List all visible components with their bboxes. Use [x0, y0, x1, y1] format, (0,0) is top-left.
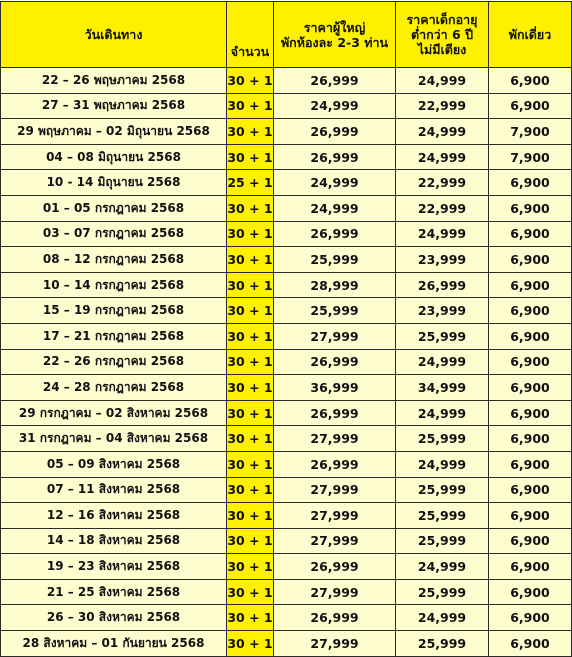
table-row	[1, 375, 572, 401]
adult-price-cell: 26,999	[274, 68, 396, 94]
table-row	[1, 349, 572, 375]
seats-cell: 30 + 1	[227, 119, 274, 145]
seats-cell: 30 + 1	[227, 451, 274, 477]
single-supplement-cell: 6,900	[489, 451, 572, 477]
single-supplement-cell: 6,900	[489, 426, 572, 452]
departure-date-cell: 31 กรกฎาคม – 04 สิงหาคม 2568	[1, 426, 227, 452]
header-seats: จำนวน	[227, 2, 274, 68]
adult-price-cell: 26,999	[274, 451, 396, 477]
departure-date-cell: 21 – 25 สิงหาคม 2568	[1, 579, 227, 605]
adult-price-cell: 24,999	[274, 195, 396, 221]
adult-price-cell: 26,999	[274, 349, 396, 375]
adult-price-cell: 26,999	[274, 221, 396, 247]
single-supplement-cell: 6,900	[489, 298, 572, 324]
table-row	[1, 631, 572, 657]
child-price-cell: 24,999	[396, 349, 489, 375]
table-row	[1, 195, 572, 221]
table-row	[1, 119, 572, 145]
adult-price-cell: 27,999	[274, 426, 396, 452]
table-row	[1, 144, 572, 170]
child-price-cell: 26,999	[396, 272, 489, 298]
child-price-cell: 24,999	[396, 605, 489, 631]
table-row	[1, 170, 572, 196]
child-price-cell: 22,999	[396, 93, 489, 119]
departure-date-cell: 03 – 07 กรกฎาคม 2568	[1, 221, 227, 247]
seats-cell: 30 + 1	[227, 631, 274, 657]
departure-date-cell: 17 – 21 กรกฎาคม 2568	[1, 323, 227, 349]
single-supplement-cell: 6,900	[489, 528, 572, 554]
departure-date-cell: 12 – 16 สิงหาคม 2568	[1, 503, 227, 529]
single-supplement-cell: 6,900	[489, 170, 572, 196]
table-row	[1, 554, 572, 580]
departure-date-cell: 22 – 26 กรกฎาคม 2568	[1, 349, 227, 375]
child-price-cell: 25,999	[396, 503, 489, 529]
single-supplement-cell: 6,900	[489, 323, 572, 349]
child-price-cell: 24,999	[396, 554, 489, 580]
single-supplement-cell: 6,900	[489, 221, 572, 247]
single-supplement-cell: 6,900	[489, 272, 572, 298]
departure-date-cell: 22 – 26 พฤษภาคม 2568	[1, 68, 227, 94]
departure-date-cell: 10 - 14 มิถุนายน 2568	[1, 170, 227, 196]
single-supplement-cell: 6,900	[489, 400, 572, 426]
seats-cell: 30 + 1	[227, 221, 274, 247]
seats-cell: 30 + 1	[227, 93, 274, 119]
departure-date-cell: 29 กรกฎาคม – 02 สิงหาคม 2568	[1, 400, 227, 426]
child-price-cell: 25,999	[396, 579, 489, 605]
departure-date-cell: 08 – 12 กรกฎาคม 2568	[1, 247, 227, 273]
single-supplement-cell: 6,900	[489, 349, 572, 375]
single-supplement-cell: 6,900	[489, 554, 572, 580]
adult-price-cell: 26,999	[274, 605, 396, 631]
adult-price-cell: 25,999	[274, 247, 396, 273]
adult-price-cell: 27,999	[274, 631, 396, 657]
seats-cell: 30 + 1	[227, 528, 274, 554]
table-row	[1, 298, 572, 324]
header-child-line1: ราคาเด็กอายุ	[406, 12, 478, 27]
departure-date-cell: 29 พฤษภาคม – 02 มิถุนายน 2568	[1, 119, 227, 145]
child-price-cell: 25,999	[396, 426, 489, 452]
single-supplement-cell: 6,900	[489, 375, 572, 401]
adult-price-cell: 36,999	[274, 375, 396, 401]
departure-date-cell: 10 – 14 กรกฎาคม 2568	[1, 272, 227, 298]
departure-date-cell: 05 – 09 สิงหาคม 2568	[1, 451, 227, 477]
header-child-price	[396, 2, 489, 68]
child-price-cell: 25,999	[396, 631, 489, 657]
table-row	[1, 323, 572, 349]
table-row	[1, 426, 572, 452]
header-adult-line2: พักห้องละ 2-3 ท่าน	[280, 34, 389, 50]
adult-price-cell: 26,999	[274, 119, 396, 145]
child-price-cell: 24,999	[396, 221, 489, 247]
seats-cell: 30 + 1	[227, 247, 274, 273]
single-supplement-cell: 6,900	[489, 579, 572, 605]
seats-cell: 30 + 1	[227, 579, 274, 605]
single-supplement-cell: 7,900	[489, 119, 572, 145]
table-row	[1, 605, 572, 631]
header-adult-line1: ราคาผู้ใหญ่	[303, 19, 366, 35]
adult-price-cell: 26,999	[274, 400, 396, 426]
adult-price-cell: 27,999	[274, 323, 396, 349]
single-supplement-cell: 6,900	[489, 605, 572, 631]
price-table-body	[1, 68, 572, 657]
seats-cell: 25 + 1	[227, 170, 274, 196]
price-table	[0, 1, 572, 657]
departure-date-cell: 28 สิงหาคม – 01 กันยายน 2568	[1, 631, 227, 657]
header-single-supplement: พักเดี่ยว	[489, 2, 572, 68]
adult-price-cell: 27,999	[274, 579, 396, 605]
header-row	[1, 2, 572, 68]
seats-cell: 30 + 1	[227, 426, 274, 452]
table-row	[1, 68, 572, 94]
child-price-cell: 22,999	[396, 195, 489, 221]
seats-cell: 30 + 1	[227, 375, 274, 401]
adult-price-cell: 25,999	[274, 298, 396, 324]
adult-price-cell: 26,999	[274, 554, 396, 580]
departure-date-cell: 01 – 05 กรกฎาคม 2568	[1, 195, 227, 221]
table-row	[1, 221, 572, 247]
single-supplement-cell: 6,900	[489, 631, 572, 657]
departure-date-cell: 07 – 11 สิงหาคม 2568	[1, 477, 227, 503]
single-supplement-cell: 7,900	[489, 144, 572, 170]
seats-cell: 30 + 1	[227, 349, 274, 375]
adult-price-cell: 28,999	[274, 272, 396, 298]
child-price-cell: 24,999	[396, 451, 489, 477]
table-row	[1, 528, 572, 554]
seats-cell: 30 + 1	[227, 144, 274, 170]
single-supplement-cell: 6,900	[489, 195, 572, 221]
child-price-cell: 24,999	[396, 119, 489, 145]
departure-date-cell: 15 – 19 กรกฎาคม 2568	[1, 298, 227, 324]
table-row	[1, 503, 572, 529]
table-row	[1, 93, 572, 119]
child-price-cell: 25,999	[396, 323, 489, 349]
seats-cell: 30 + 1	[227, 554, 274, 580]
child-price-cell: 22,999	[396, 170, 489, 196]
seats-cell: 30 + 1	[227, 195, 274, 221]
adult-price-cell: 27,999	[274, 503, 396, 529]
single-supplement-cell: 6,900	[489, 68, 572, 94]
seats-cell: 30 + 1	[227, 400, 274, 426]
adult-price-cell: 24,999	[274, 93, 396, 119]
departure-date-cell: 27 – 31 พฤษภาคม 2568	[1, 93, 227, 119]
seats-cell: 30 + 1	[227, 298, 274, 324]
child-price-cell: 34,999	[396, 375, 489, 401]
seats-cell: 30 + 1	[227, 477, 274, 503]
child-price-cell: 24,999	[396, 68, 489, 94]
header-child-line2: ต่ำกว่า 6 ปี	[410, 27, 474, 42]
departure-date-cell: 14 – 18 สิงหาคม 2568	[1, 528, 227, 554]
table-row	[1, 451, 572, 477]
table-row	[1, 477, 572, 503]
seats-cell: 30 + 1	[227, 68, 274, 94]
child-price-cell: 25,999	[396, 528, 489, 554]
table-row	[1, 579, 572, 605]
child-price-cell: 24,999	[396, 400, 489, 426]
single-supplement-cell: 6,900	[489, 477, 572, 503]
departure-date-cell: 26 – 30 สิงหาคม 2568	[1, 605, 227, 631]
table-row	[1, 247, 572, 273]
seats-cell: 30 + 1	[227, 272, 274, 298]
single-supplement-cell: 6,900	[489, 247, 572, 273]
departure-date-cell: 19 – 23 สิงหาคม 2568	[1, 554, 227, 580]
adult-price-cell: 27,999	[274, 528, 396, 554]
single-supplement-cell: 6,900	[489, 93, 572, 119]
seats-cell: 30 + 1	[227, 605, 274, 631]
header-adult-price	[274, 2, 396, 68]
child-price-cell: 25,999	[396, 477, 489, 503]
child-price-cell: 24,999	[396, 144, 489, 170]
header-child-line3: ไม่มีเตียง	[417, 42, 467, 57]
departure-date-cell: 24 – 28 กรกฎาคม 2568	[1, 375, 227, 401]
seats-cell: 30 + 1	[227, 503, 274, 529]
table-row	[1, 272, 572, 298]
adult-price-cell: 24,999	[274, 170, 396, 196]
departure-date-cell: 04 – 08 มิถุนายน 2568	[1, 144, 227, 170]
single-supplement-cell: 6,900	[489, 503, 572, 529]
seats-cell: 30 + 1	[227, 323, 274, 349]
adult-price-cell: 26,999	[274, 144, 396, 170]
child-price-cell: 23,999	[396, 298, 489, 324]
child-price-cell: 23,999	[396, 247, 489, 273]
header-date: วันเดินทาง	[1, 2, 227, 68]
table-row	[1, 400, 572, 426]
adult-price-cell: 27,999	[274, 477, 396, 503]
